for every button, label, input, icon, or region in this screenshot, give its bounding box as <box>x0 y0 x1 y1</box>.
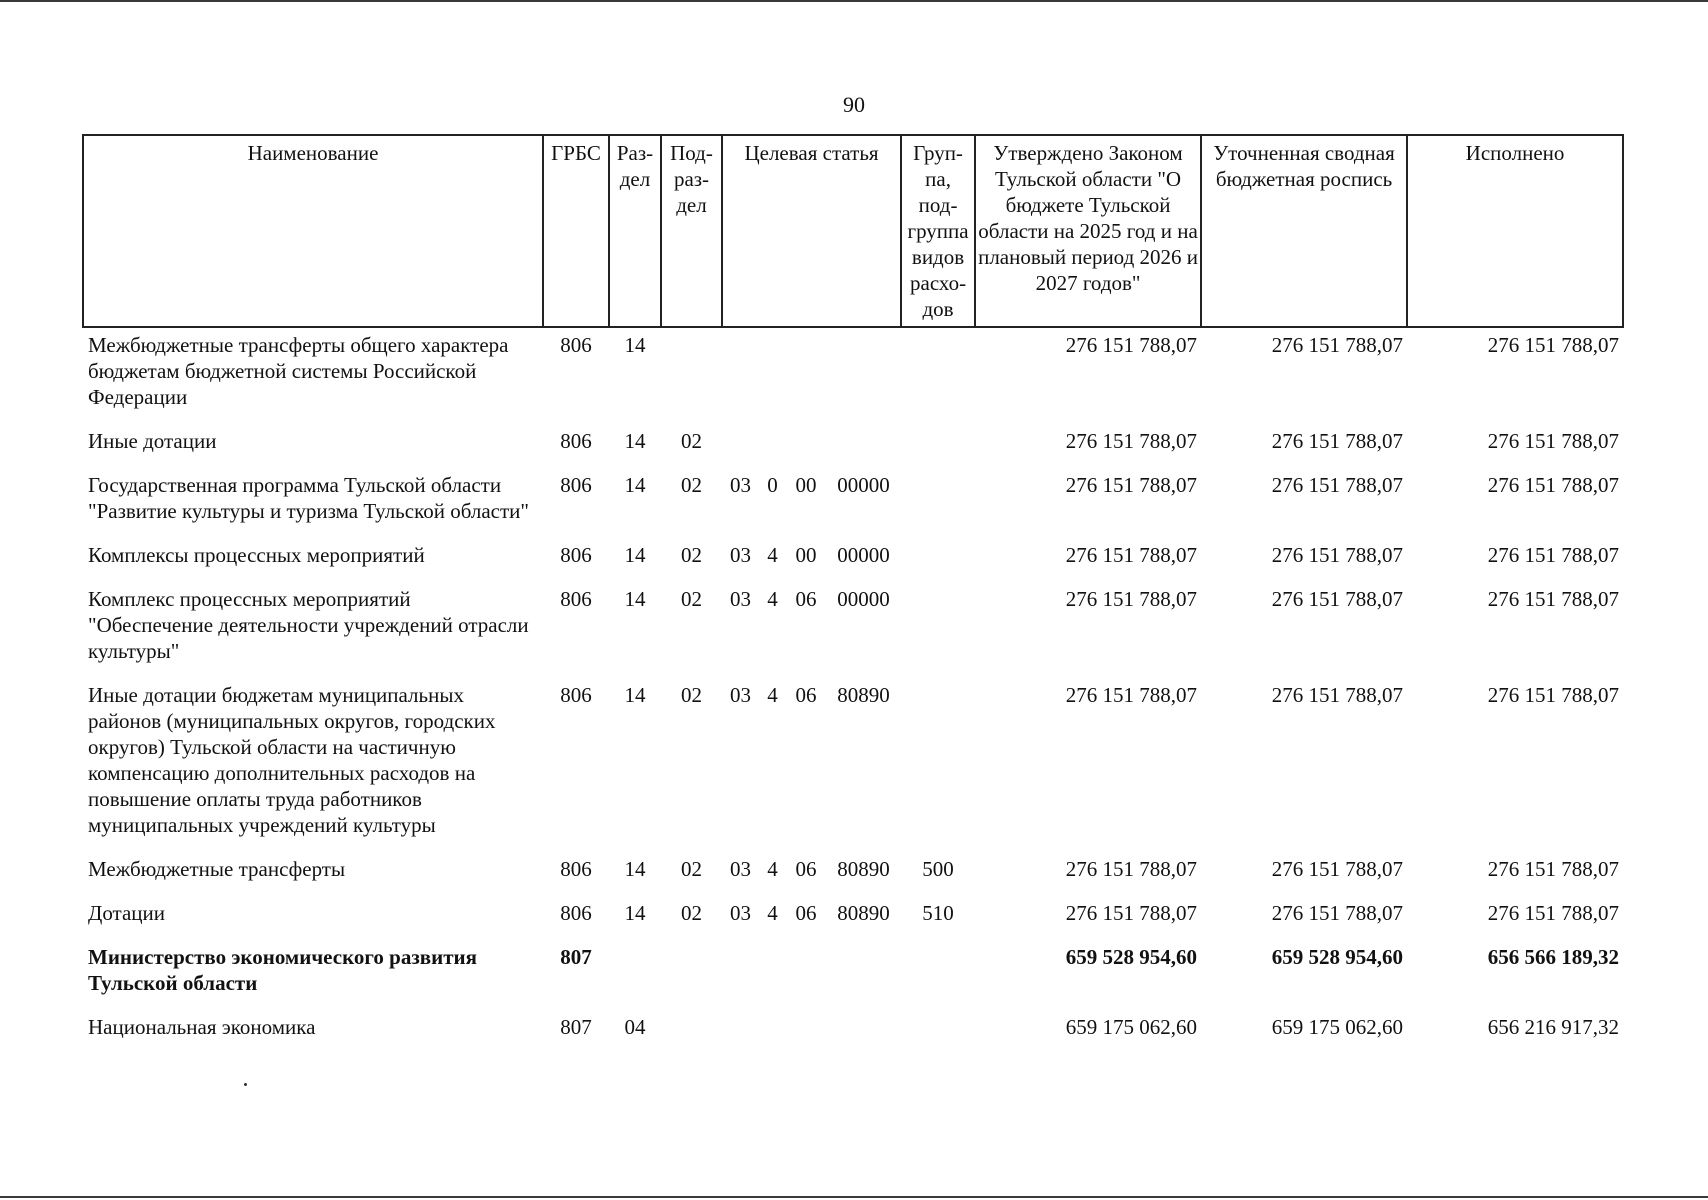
cell-approved: 276 151 788,07 <box>1065 683 1198 707</box>
cell-name: Министерство экономического развития Тульской области <box>88 945 478 995</box>
cell-specified: 276 151 788,07 <box>1271 473 1404 497</box>
cell-razdel <box>609 936 661 1006</box>
cell-target-direction: 80890 <box>837 683 890 707</box>
page-number: 90 <box>843 92 865 117</box>
cell-executed: 276 151 788,07 <box>1487 333 1620 357</box>
header-executed: Исполнено <box>1407 135 1623 327</box>
cell-grbs: 806 <box>560 901 592 925</box>
cell-specified: 276 151 788,07 <box>1271 543 1404 567</box>
cell-target-program: 03 <box>730 857 751 881</box>
cell-grbs: 806 <box>560 543 592 567</box>
cell-specified: 659 175 062,60 <box>1271 1015 1404 1039</box>
cell-vr <box>901 578 975 674</box>
cell-executed: 276 151 788,07 <box>1487 473 1620 497</box>
cell-executed: 276 151 788,07 <box>1487 587 1620 611</box>
cell-specified: 276 151 788,07 <box>1271 587 1404 611</box>
cell-vr <box>901 464 975 534</box>
cell-podrazdel <box>661 327 722 420</box>
cell-executed: 276 151 788,07 <box>1487 683 1620 707</box>
cell-target-direction: 00000 <box>837 473 890 497</box>
cell-target-direction <box>826 327 901 420</box>
scan-edge-top <box>0 0 1708 2</box>
header-target: Целевая статья <box>722 135 901 327</box>
cell-specified: 276 151 788,07 <box>1271 333 1404 357</box>
cell-podrazdel: 02 <box>681 429 702 453</box>
cell-grbs: 807 <box>560 1015 592 1039</box>
cell-razdel: 14 <box>624 429 646 453</box>
header-grbs: ГРБС <box>543 135 609 327</box>
table-row <box>83 674 1623 848</box>
cell-approved: 276 151 788,07 <box>1065 543 1198 567</box>
cell-name: Иные дотации бюджетам муниципальных районов (муниципальных округов, городских округов) Тульской области на частичную компенсацию дополнительных расходов на повышение оплаты труда работников муниципальных учреждений культуры <box>88 683 496 837</box>
cell-executed: 656 216 917,32 <box>1487 1015 1620 1039</box>
cell-specified: 276 151 788,07 <box>1271 857 1404 881</box>
table-row <box>83 848 1623 892</box>
cell-target-type: 4 <box>767 543 778 567</box>
header-approved: Утверждено Законом Тульской области "О бюджете Тульской области на 2025 год и на плановый период 2026 и 2027 годов" <box>975 135 1201 327</box>
cell-target-direction <box>826 936 901 1006</box>
cell-vr <box>901 674 975 848</box>
table-row <box>83 534 1623 578</box>
cell-target-program: 03 <box>730 473 751 497</box>
cell-target-type: 4 <box>767 901 778 925</box>
cell-grbs: 807 <box>560 945 592 969</box>
cell-target-subprogram: 06 <box>795 857 817 881</box>
cell-target-direction <box>826 420 901 464</box>
cell-target-subprogram: 06 <box>795 901 817 925</box>
table-header-row <box>83 135 1623 327</box>
cell-specified: 276 151 788,07 <box>1271 901 1404 925</box>
cell-name: Комплексы процессных мероприятий <box>88 543 425 567</box>
cell-target-program <box>722 327 759 420</box>
cell-target-program: 03 <box>730 587 751 611</box>
cell-target-subprogram <box>786 327 826 420</box>
table-row <box>83 464 1623 534</box>
cell-executed: 276 151 788,07 <box>1487 543 1620 567</box>
cell-target-subprogram: 00 <box>795 473 817 497</box>
cell-target-program: 03 <box>730 683 751 707</box>
cell-grbs: 806 <box>560 857 592 881</box>
cell-target-program <box>722 420 759 464</box>
cell-vr <box>901 1006 975 1050</box>
table-row <box>83 936 1623 1006</box>
cell-approved: 276 151 788,07 <box>1065 901 1198 925</box>
cell-executed: 656 566 189,32 <box>1487 945 1620 969</box>
cell-razdel: 04 <box>624 1015 646 1039</box>
cell-specified: 659 528 954,60 <box>1271 945 1404 969</box>
cell-podrazdel: 02 <box>681 473 702 497</box>
cell-grbs: 806 <box>560 683 592 707</box>
cell-razdel: 14 <box>624 333 646 357</box>
cell-executed: 276 151 788,07 <box>1487 901 1620 925</box>
cell-podrazdel: 02 <box>681 901 702 925</box>
cell-vr <box>901 420 975 464</box>
cell-grbs: 806 <box>560 473 592 497</box>
cell-podrazdel: 02 <box>681 587 702 611</box>
cell-target-direction <box>826 1006 901 1050</box>
cell-target-direction: 00000 <box>837 587 890 611</box>
cell-razdel: 14 <box>624 473 646 497</box>
cell-vr: 500 <box>922 857 954 881</box>
cell-target-subprogram <box>786 936 826 1006</box>
cell-target-subprogram: 06 <box>795 683 817 707</box>
cell-podrazdel: 02 <box>681 857 702 881</box>
cell-razdel: 14 <box>624 543 646 567</box>
cell-name: Государственная программа Тульской области "Развитие культуры и туризма Тульской области" <box>88 473 529 523</box>
cell-approved: 276 151 788,07 <box>1065 587 1198 611</box>
cell-vr <box>901 534 975 578</box>
cell-grbs: 806 <box>560 429 592 453</box>
cell-vr: 510 <box>922 901 954 925</box>
table-body <box>83 327 1623 1050</box>
table-row <box>83 892 1623 936</box>
cell-target-subprogram: 00 <box>795 543 817 567</box>
cell-target-program <box>722 1006 759 1050</box>
cell-target-type: 4 <box>767 683 778 707</box>
cell-target-subprogram <box>786 1006 826 1050</box>
cell-approved: 276 151 788,07 <box>1065 857 1198 881</box>
cell-target-type: 0 <box>767 473 778 497</box>
cell-razdel: 14 <box>624 683 646 707</box>
budget-table <box>82 134 1624 1050</box>
header-podrazdel: Под-раз-дел <box>661 135 722 327</box>
scan-edge-bottom <box>0 1196 1708 1198</box>
cell-podrazdel <box>661 936 722 1006</box>
header-vr: Груп-па, под-группа видов расхо-дов <box>901 135 975 327</box>
cell-target-type <box>759 1006 786 1050</box>
cell-target-program <box>722 936 759 1006</box>
header-specified: Уточненная сводная бюджетная роспись <box>1201 135 1407 327</box>
cell-target-type: 4 <box>767 587 778 611</box>
cell-target-type <box>759 936 786 1006</box>
cell-name: Комплекс процессных мероприятий "Обеспечение деятельности учреждений отрасли культуры" <box>88 587 529 663</box>
cell-razdel: 14 <box>624 857 646 881</box>
cell-target-subprogram <box>786 420 826 464</box>
cell-name: Иные дотации <box>88 429 217 453</box>
cell-specified: 276 151 788,07 <box>1271 683 1404 707</box>
cell-target-type <box>759 327 786 420</box>
cell-grbs: 806 <box>560 333 592 357</box>
cell-target-direction: 80890 <box>837 901 890 925</box>
cell-vr <box>901 936 975 1006</box>
cell-executed: 276 151 788,07 <box>1487 429 1620 453</box>
header-razdel: Раз-дел <box>609 135 661 327</box>
cell-approved: 276 151 788,07 <box>1065 333 1198 357</box>
cell-podrazdel <box>661 1006 722 1050</box>
table-row <box>83 1006 1623 1050</box>
cell-target-program: 03 <box>730 543 751 567</box>
cell-specified: 276 151 788,07 <box>1271 429 1404 453</box>
table-row <box>83 327 1623 420</box>
cell-executed: 276 151 788,07 <box>1487 857 1620 881</box>
cell-grbs: 806 <box>560 587 592 611</box>
table-row <box>83 420 1623 464</box>
cell-target-subprogram: 06 <box>795 587 817 611</box>
cell-name: Межбюджетные трансферты <box>88 857 346 881</box>
cell-approved: 276 151 788,07 <box>1065 429 1198 453</box>
cell-podrazdel: 02 <box>681 543 702 567</box>
cell-target-direction: 80890 <box>837 857 890 881</box>
cell-razdel: 14 <box>624 587 646 611</box>
table-row <box>83 578 1623 674</box>
cell-target-direction: 00000 <box>837 543 890 567</box>
cell-razdel: 14 <box>624 901 646 925</box>
cell-target-type: 4 <box>767 857 778 881</box>
cell-approved: 276 151 788,07 <box>1065 473 1198 497</box>
cell-name: Дотации <box>88 901 166 925</box>
cell-approved: 659 175 062,60 <box>1065 1015 1198 1039</box>
cell-target-program: 03 <box>730 901 751 925</box>
cell-target-type <box>759 420 786 464</box>
scan-speck <box>244 1083 247 1086</box>
cell-name: Межбюджетные трансферты общего характера бюджетам бюджетной системы Российской Федерации <box>88 333 509 409</box>
cell-podrazdel: 02 <box>681 683 702 707</box>
header-name: Наименование <box>83 135 543 327</box>
cell-name: Национальная экономика <box>88 1015 316 1039</box>
cell-vr <box>901 327 975 420</box>
cell-approved: 659 528 954,60 <box>1065 945 1198 969</box>
